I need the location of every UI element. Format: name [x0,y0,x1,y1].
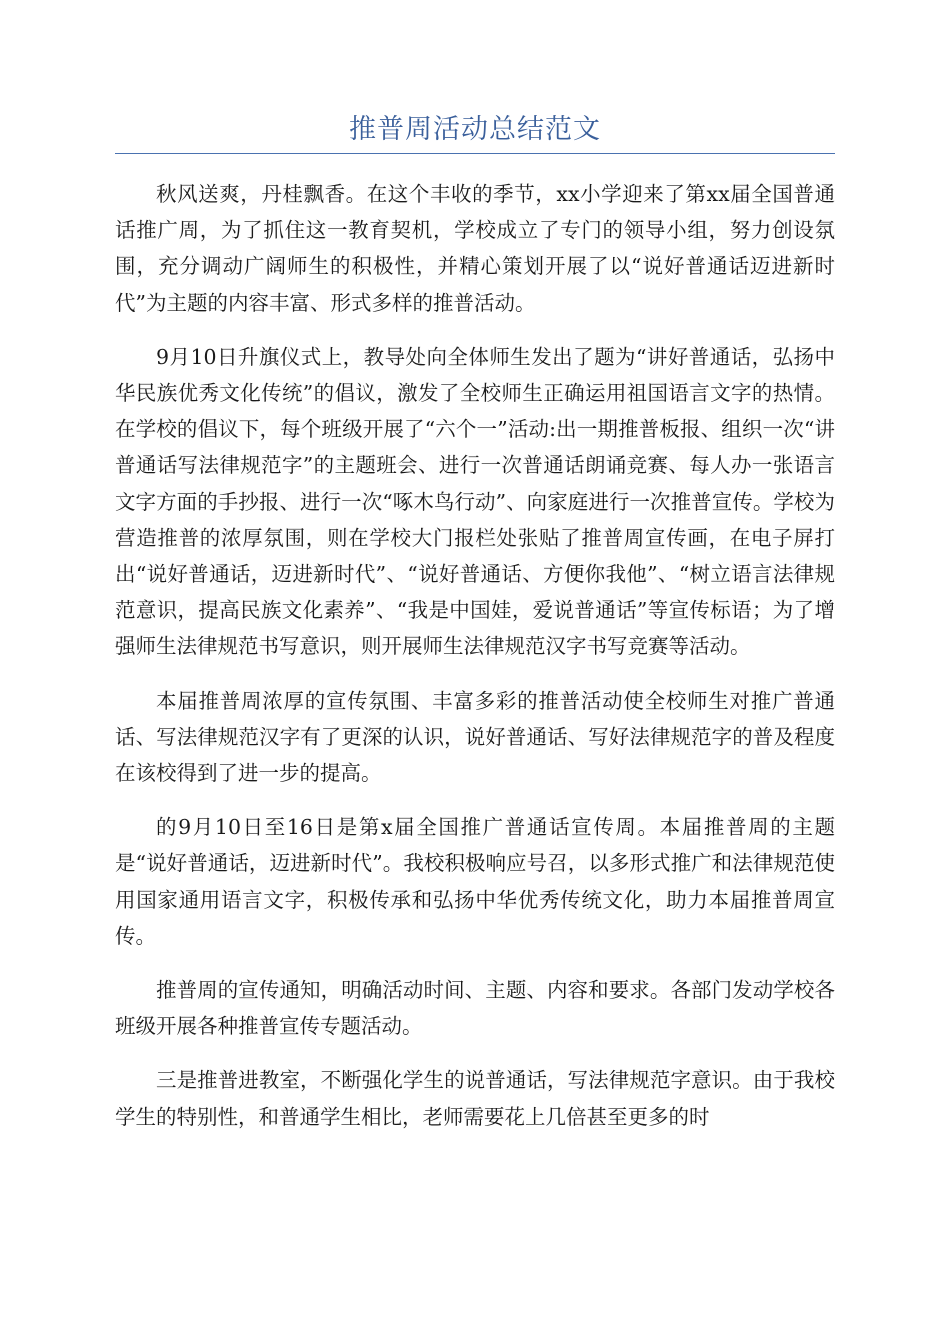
paragraph: 推普周的宣传通知，明确活动时间、主题、内容和要求。各部门发动学校各班级开展各种推普宣传专题活动。 [115,978,835,1039]
paragraph: 秋风送爽，丹桂飘香。在这个丰收的季节，xx小学迎来了第xx届全国普通话推广周，为了抓住这一教育契机，学校成立了专门的领导小组，努力创设氛围，充分调动广阔师生的积极性，并精心策划开展了以“说好普通话迈进新时代”为主题的内容丰富、形式多样的推普活动。 [115,182,835,315]
paragraph: 三是推普进教室，不断强化学生的说普通话，写法律规范字意识。由于我校学生的特别性，和普通学生相比，老师需要花上几倍甚至更多的时 [115,1068,835,1129]
paragraph: 9月10日升旗仪式上，教导处向全体师生发出了题为“讲好普通话，弘扬中华民族优秀文化传统”的倡议，激发了全校师生正确运用祖国语言文字的热情。在学校的倡议下，每个班级开展了“六个一”活动:出一期推普板报、组织一次“讲普通话写法律规范字”的主题班会、进行一次普通话朗诵竞赛、每人办一张语言文字方面的手抄报、进行一次“啄木鸟行动”、向家庭进行一次推普宣传。学校为营造推普的浓厚氛围，则在学校大门报栏处张贴了推普周宣传画，在电子屏打出“说好普通话，迈进新时代”、“说好普通话、方便你我他”、“树立语言法律规范意识，提高民族文化素养”、“我是中国娃，爱说普通话”等宣传标语；为了增强师生法律规范书写意识，则开展师生法律规范汉字书写竞赛等活动。 [115,344,835,659]
document-body [115,176,835,1153]
title-underline [115,153,835,154]
paragraph: 的9月10日至16日是第x届全国推广普通话宣传周。本届推普周的主题是“说好普通话，迈进新时代”。我校积极响应号召，以多形式推广和法律规范使用国家通用语言文字，积极传承和弘扬中华优秀传统文化，助力本届推普周宣传。 [115,815,835,948]
document-title: 推普周活动总结范文 [349,114,601,145]
paragraph: 本届推普周浓厚的宣传氛围、丰富多彩的推普活动使全校师生对推广普通话、写法律规范汉字有了更深的认识，说好普通话、写好法律规范字的普及程度在该校得到了进一步的提高。 [115,688,835,786]
